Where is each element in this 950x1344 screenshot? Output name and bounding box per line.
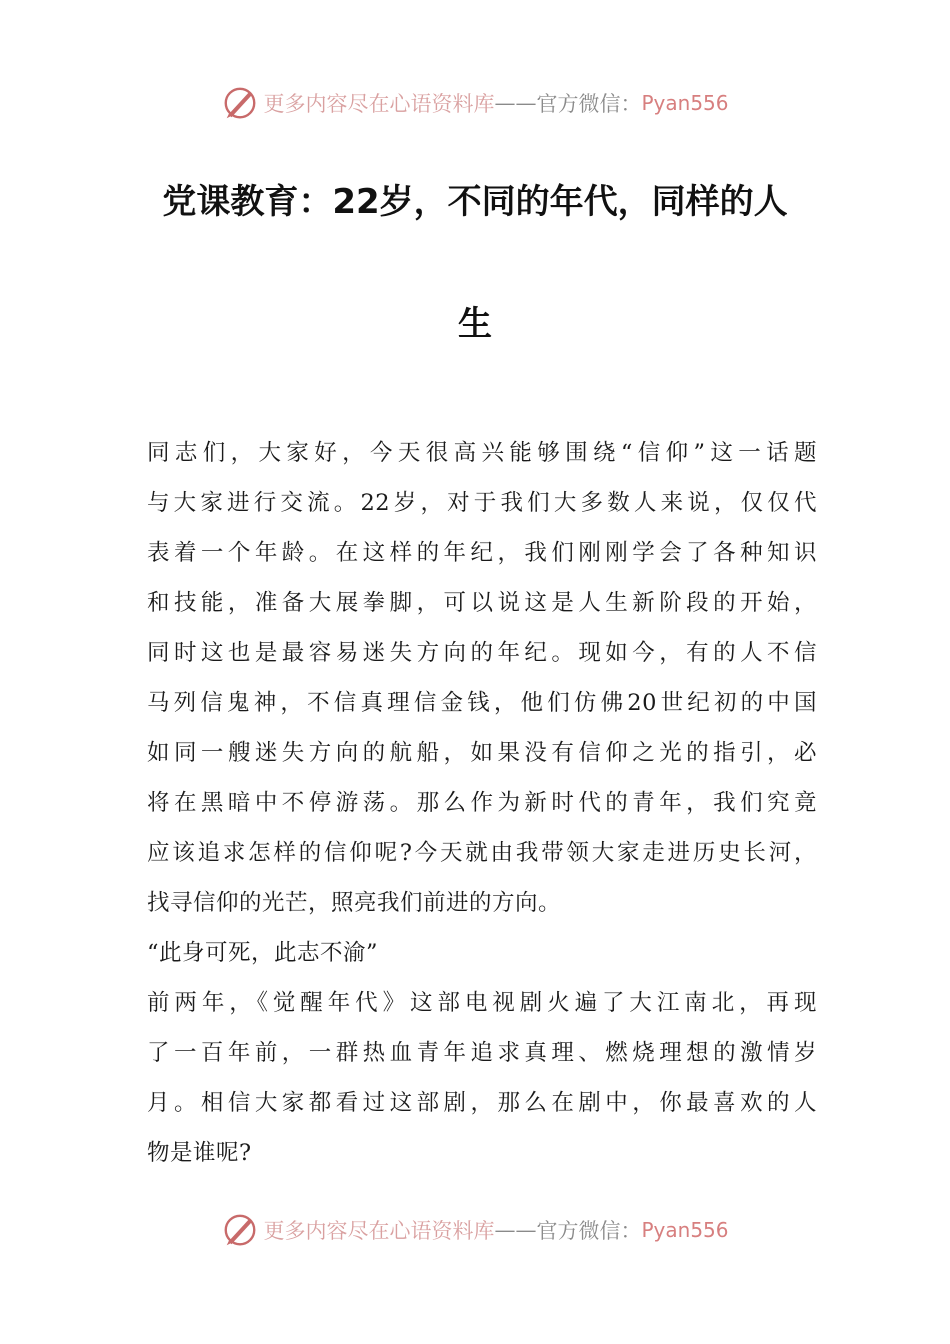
document-title-line-2: 生: [458, 304, 492, 344]
body-line: 马列信鬼神，不信真理信金钱，他们仿佛20世纪初的中国: [147, 690, 817, 716]
document-title-line-1: 党课教育：22岁，不同的年代，同样的人: [162, 182, 788, 222]
body-line: 表着一个年龄。在这样的年纪，我们刚刚学会了各种知识: [147, 540, 817, 566]
body-line: 月。相信大家都看过这部剧，那么在剧中，你最喜欢的人: [147, 1090, 817, 1116]
body-line: 了一百年前，一群热血青年追求真理、燃烧理想的激情岁: [147, 1040, 817, 1066]
body-line: 应该追求怎样的信仰呢?今天就由我带领大家走进历史长河，: [147, 840, 817, 866]
pen-logo-icon: [221, 84, 259, 122]
body-line: 与大家进行交流。22岁，对于我们大多数人来说，仅仅代: [147, 490, 817, 516]
body-line: 将在黑暗中不停游荡。那么作为新时代的青年，我们究竟: [147, 790, 817, 816]
banner-sub-text: 官方微信：: [536, 1219, 642, 1243]
body-line: 找寻信仰的光芒，照亮我们前进的方向。: [147, 890, 562, 916]
banner-main-text: 更多内容尽在心语资料库: [263, 1219, 495, 1243]
body-line: 同时这也是最容易迷失方向的年纪。现如今，有的人不信: [147, 640, 817, 666]
body-text: [147, 428, 817, 1178]
banner-wechat-id: Pyan556: [641, 91, 729, 115]
section-heading: “此身可死，此志不渝”: [147, 940, 379, 966]
body-line: 物是谁呢?: [147, 1140, 252, 1166]
body-line: 前两年，《觉醒年代》这部电视剧火遍了大江南北，再现: [147, 990, 817, 1016]
banner-wechat-id: Pyan556: [641, 1218, 729, 1242]
footer-watermark-banner: [0, 1210, 950, 1250]
banner-dash: ——: [494, 91, 537, 115]
banner-dash: ——: [494, 1218, 537, 1242]
banner-main-text: 更多内容尽在心语资料库: [263, 92, 495, 116]
pen-logo-icon: [221, 1211, 259, 1249]
body-line: 和技能，准备大展拳脚，可以说这是人生新阶段的开始，: [147, 590, 817, 616]
body-line: 如同一艘迷失方向的航船，如果没有信仰之光的指引，必: [147, 740, 817, 766]
banner-sub-text: 官方微信：: [536, 92, 642, 116]
header-watermark-banner: [0, 83, 950, 123]
body-line: 同志们，大家好，今天很高兴能够围绕“信仰”这一话题: [147, 440, 817, 466]
